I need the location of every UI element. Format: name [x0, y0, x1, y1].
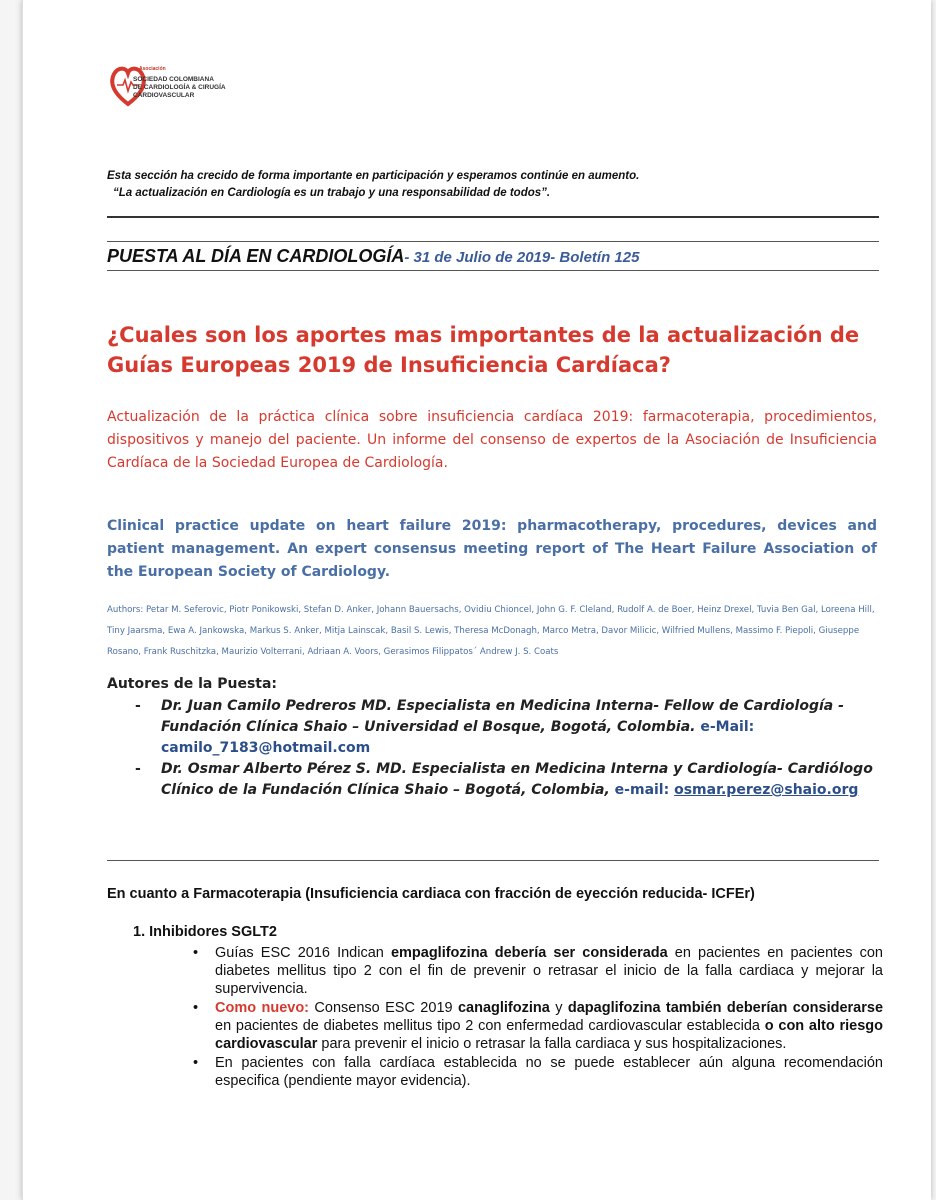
page-title: ¿Cuales son los aportes mas importantes de la actualización de Guías Europeas 2019 de Insuficiencia Cardíaca? — [107, 323, 860, 377]
bullet-1-text-b: en pacientes en pacientes con diabetes mellitus tipo 2 con el fin de prevenir o retrasar el inicio de la falla cardiaca y mejorar la supervivencia. — [215, 945, 883, 997]
intro-text — [107, 168, 867, 202]
bullet-2-text-a: Consenso ESC 2019 — [309, 1000, 458, 1016]
bullet-1-bold: empaglifozina debería ser considerada — [390, 945, 668, 961]
section-1-heading: 1. Inhibidores SGLT2 — [133, 924, 277, 940]
divider-top — [107, 216, 879, 218]
puesta-authors-list — [107, 696, 877, 801]
english-title: Clinical practice update on heart failure 2019: pharmacotherapy, procedures, devices and patient management. An expert consensus meeting report of The Heart Failure Association of the European Society of Cardiology. — [107, 518, 877, 580]
author-1-text: Dr. Juan Camilo Pedreros MD. Especialista en Medicina Interna- Fellow de Cardiología - Fundación Clínica Shaio – Universidad el Bosque, Bogotá, Colombia. — [161, 698, 844, 735]
puesta-author-1 — [107, 696, 877, 759]
bullet-1-text-a: Guías ESC 2016 Indican — [215, 945, 391, 961]
author-2-email-label: e-mail: — [614, 782, 670, 798]
bullet-2-bold-b: dapaglifozina también deberían considerarse — [567, 1000, 884, 1016]
logo-line-1: SOCIEDAD COLOMBIANA — [133, 76, 214, 83]
bullet-2-bold-c: o con alto riesgo cardiovascular — [215, 1018, 883, 1052]
divider-section — [107, 860, 879, 861]
bullet-icon: • — [193, 1000, 199, 1016]
logo-line-2: DE CARDIOLOGÍA & CIRUGÍA — [133, 84, 226, 91]
author-1-email-label: e-Mail: — [700, 719, 755, 735]
dash-marker: - — [135, 761, 141, 777]
divider-bulletin-top — [107, 241, 879, 242]
spanish-subtitle: Actualización de la práctica clínica sobre insuficiencia cardíaca 2019: farmacoterapia, procedimientos, dispositivos y manejo del paciente. Un informe del consenso de expertos de la Asociación de Insuficiencia Cardíaca de la Sociedad Europea de Cardiología. — [107, 409, 877, 471]
logo-line-3: CARDIOVASCULAR — [133, 92, 195, 99]
intro-line-2: “La actualización en Cardiología es un trabajo y una responsabilidad de todos”. — [113, 187, 551, 199]
bulletin-label: PUESTA AL DÍA EN CARDIOLOGÍA — [107, 246, 405, 266]
puesta-author-2 — [107, 759, 877, 801]
authors-list: Authors: Petar M. Seferovic, Piotr Ponikowski, Stefan D. Anker, Johann Bauersachs, Ovidiu Chioncel, John G. F. Cleland, Rudolf A. de Boer, Heinz Drexel, Tuvia Ben Gal, Loreena Hill, Tiny Jaarsma, Ewa A. Jankowska, Markus S. Anker, Mitja Lainscak, Basil S. Lewis, Theresa McDonagh, Marco Metra, Davor Milicic, Wilfried Mullens, Massimo F. Piepoli, Giuseppe Rosano, Frank Ruschitzka, Maurizio Volterrani, Adriaan A. Voors, Gerasimos Filippatos´ Andrew J. S. Coats — [107, 605, 875, 657]
farmacoterapia-heading: En cuanto a Farmacoterapia (Insuficiencia cardiaca con fracción de eyección reducida- ICFEr) — [107, 886, 755, 902]
sglt2-bullet-list — [193, 944, 883, 1091]
author-2-email-link[interactable]: osmar.perez@shaio.org — [674, 782, 859, 798]
intro-line-1: Esta sección ha crecido de forma importante en participación y esperamos continúe en aumento. — [107, 170, 640, 182]
bullet-3-text: En pacientes con falla cardíaca establecida no se puede establecer aún alguna recomendación especifica (pendiente mayor evidencia). — [215, 1055, 883, 1089]
como-nuevo-label: Como nuevo: — [215, 1000, 310, 1016]
author-2-text: Dr. Osmar Alberto Pérez S. MD. Especialista en Medicina Interna y Cardiología- Cardiólogo Clínico de la Fundación Clínica Shaio – Bogotá, Colombia, — [161, 761, 873, 798]
bullet-icon: • — [193, 945, 199, 961]
bulletin-date: - 31 de Julio de 2019- Boletín 125 — [404, 249, 640, 266]
logo-text — [133, 76, 226, 100]
bulletin-header — [107, 246, 877, 267]
divider-bulletin-bottom — [107, 270, 879, 271]
puesta-authors-heading: Autores de la Puesta: — [107, 676, 278, 692]
list-item — [193, 999, 883, 1053]
bullet-2-text-c: en pacientes de diabetes mellitus tipo 2 con enfermedad cardiovascular establecida — [215, 1018, 765, 1034]
bullet-2-bold-a: canaglifozina — [457, 1000, 550, 1016]
list-item — [193, 1054, 883, 1090]
bullet-icon: • — [193, 1055, 199, 1071]
dash-marker: - — [135, 698, 141, 714]
author-1-email[interactable]: camilo_7183@hotmail.com — [161, 740, 371, 756]
bullet-2-text-b: y — [549, 1000, 568, 1016]
list-item — [193, 944, 883, 998]
document-page — [22, 0, 931, 1200]
bullet-2-text-d: para prevenir el inicio o retrasar la falla cardiaca y sus hospitalizaciones. — [317, 1036, 787, 1052]
logo-small-text: Asociación — [139, 66, 166, 72]
